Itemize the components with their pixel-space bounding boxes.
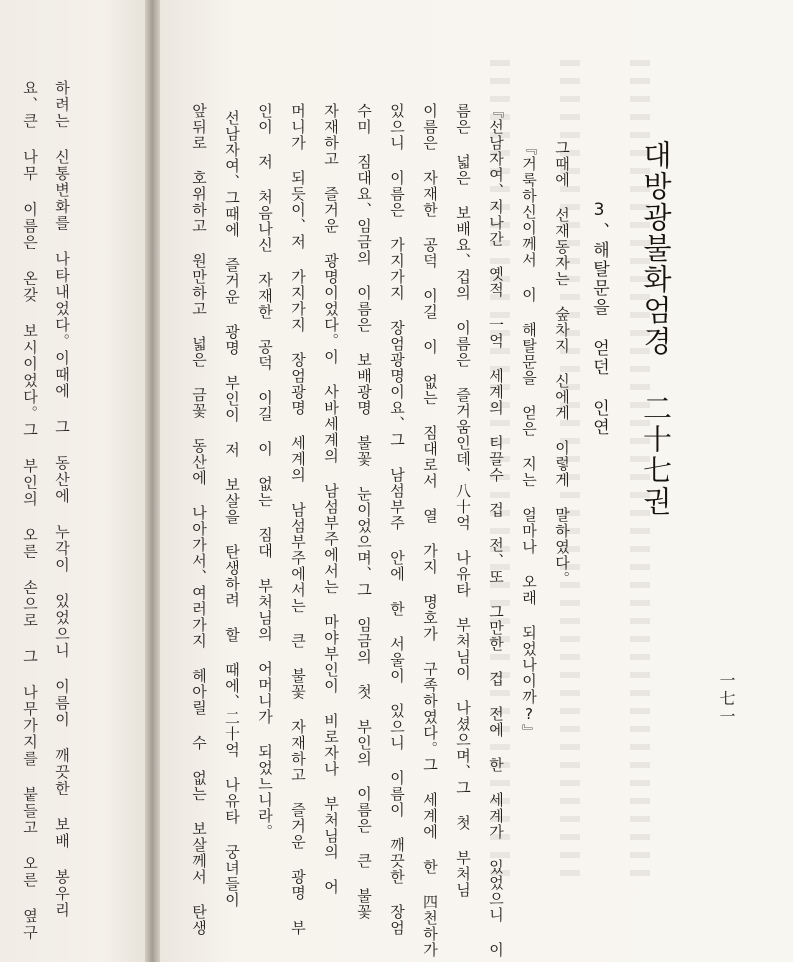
text-column-3: 『선남자여、지나간 옛적 一억 세계의 티끌수 겁 전、또 그만한 겁 전에 한 세계가 있었으니 이 xyxy=(487,103,505,958)
page-number: 一七一 xyxy=(717,672,736,726)
book-gutter xyxy=(145,0,161,962)
text-column-4: 름은 넓은 보배요、겁의 이름은 즐거움인데、八十억 나유타 부처님이 나셨으며、그 첫 부처님 xyxy=(454,103,472,898)
book-title: 대방광불화엄경 二十七권 xyxy=(639,140,673,517)
text-column-7: 수미 짐대요、임금의 이름은 보배광명 불꽃 눈이었으며、그 임금의 첫 부인의 이름은 큰 불꽃 xyxy=(355,103,373,920)
text-column-11: 선남자여、그때에 즐거운 광명 부인이 저 보살을 탄생하려 할 때에、二十억 나유타 궁녀들이 xyxy=(223,110,241,908)
text-column-12: 앞뒤로 호위하고 원만하고 넓은 금꽃 동산에 나아가서、여러가지 헤아릴 수 없는 보살께서 탄생 xyxy=(190,103,208,936)
text-column-5: 이름은 자재한 공덕 이길 이 없는 짐대로서 열 가지 명호가 구족하였다。그 세계에 한 四천하가 xyxy=(421,103,439,958)
text-column-8: 자재하고 즐거운 광명이었다。이 사바세계의 남섬부주에서는 마야부인이 비로자나 부처님의 어 xyxy=(322,103,340,895)
text-column-6: 있으니 이름은 가지가지 장엄광명이요、그 남섬부주 안에 한 서울이 있으니 이름이 깨끗한 장엄 xyxy=(388,103,406,936)
text-column-9: 머니가 되듯이、저 가지가지 장엄광명 세계의 남섬부주에서는 큰 불꽃 자재하고 즐거운 광명 부 xyxy=(289,103,307,936)
left-text-column-1: 하려는 신통변화를 나타내었다。이때에 그 동산에 누각이 있었으니 이름이 깨끗한 보배 봉우리 xyxy=(53,80,71,919)
left-page xyxy=(0,0,150,962)
text-column-1: 그때에 선재동자는 숲차지 신에게 이렇게 말하였다。 xyxy=(553,140,571,587)
section-heading: 3、해탈문을 얻던 인연 xyxy=(589,200,609,437)
text-column-10: 인이 저 처음나신 자재한 공덕 이길 이 없는 짐대 부처님의 어머니가 되었느니라。 xyxy=(256,103,274,840)
left-text-column-2: 요、큰 나무 이름은 온갖 보시이었다。그 부인의 오른 손으로 그 나무가지를 붙들고 오른 옆구 xyxy=(21,80,39,941)
text-column-2: 『거룩하신이께서 이 해탈문을 얻은 지는 얼마나 오래 되었나이까?』 xyxy=(520,140,538,740)
